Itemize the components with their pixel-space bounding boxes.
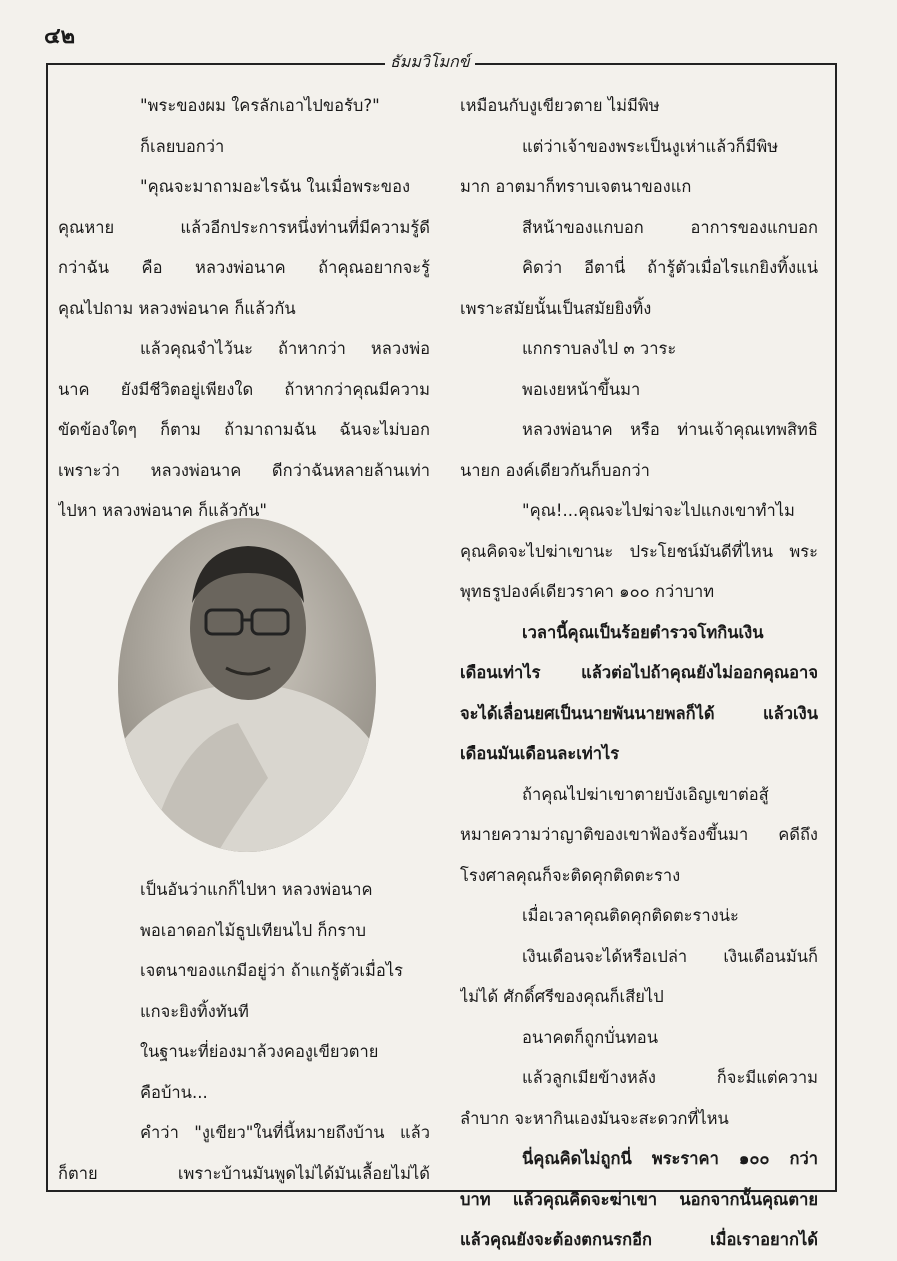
text-line: ก็เลยบอกว่า xyxy=(140,136,225,156)
text-line: เหมือนกับงูเขียวตาย ไม่มีพิษ xyxy=(460,96,660,115)
text-line: คือบ้าน... xyxy=(140,1082,208,1102)
text-line: แต่ว่าเจ้าของพระเป็นงูเห่าแล้วก็มีพิษ xyxy=(522,136,779,156)
text-line: สีหน้าของแกบอก อาการของแกบอก xyxy=(522,217,818,237)
text-line: นี่คุณคิดไม่ถูกนี่ พระราคา ๑๐๐ กว่า xyxy=(522,1149,818,1168)
text-line: มาก อาตมาก็ทราบเจตนาของแก xyxy=(460,177,692,196)
text-line: ไม่ได้ ศักดิ์ศรีของคุณก็เสียไป xyxy=(460,987,664,1006)
text-line: โรงศาลคุณก็จะติดคุกติดตะราง xyxy=(460,865,681,885)
text-line: ถ้าคุณไปฆ่าเขาตายบังเอิญเขาต่อสู้ xyxy=(522,784,769,804)
text-line: "คุณจะมาถามอะไรฉัน ในเมื่อพระของ xyxy=(140,177,411,196)
text-line: เป็นอันว่าแกก็ไปหา หลวงพ่อนาค xyxy=(140,880,373,899)
text-line: อนาคตก็ถูกบั่นทอน xyxy=(522,1027,658,1047)
text-line: ขัดข้องใดๆ ก็ตาม ถ้ามาถามฉัน ฉันจะไม่บอก xyxy=(58,420,430,439)
text-line: เดือนเท่าไร แล้วต่อไปถ้าคุณยังไม่ออกคุณอาจ xyxy=(460,663,818,682)
text-line: หมายความว่าญาติของเขาฟ้องร้องขึ้นมา คดีถึง xyxy=(460,825,818,844)
text-line: เมื่อเวลาคุณติดคุกติดตะรางน่ะ xyxy=(522,906,739,925)
page-number: ๔๒ xyxy=(44,24,76,49)
text-line: ในฐานะที่ย่องมาล้วงคองูเขียวตาย xyxy=(140,1042,379,1061)
text-line: คำว่า "งูเขียว"ในที่นี้หมายถึงบ้าน แล้ว xyxy=(140,1123,430,1142)
text-line: หลวงพ่อนาค หรือ ท่านเจ้าคุณเทพสิทธิ xyxy=(522,420,818,439)
monk-portrait-photo xyxy=(118,518,376,852)
right-column xyxy=(460,86,818,1261)
text-line: แล้วคุณยังจะต้องตกนรกอีก เมื่อเราอยากได้ xyxy=(460,1230,818,1249)
text-line: แกกราบลงไป ๓ วาระ xyxy=(522,339,677,358)
running-head: ธัมมวิโมกข์ xyxy=(385,50,475,75)
text-line: เพราะว่า หลวงพ่อนาค ดีกว่าฉันหลายล้านเท่า xyxy=(58,460,430,480)
text-line: เดือนมันเดือนละเท่าไร xyxy=(460,744,620,763)
text-line: เงินเดือนจะได้หรือเปล่า เงินเดือนมันก็ xyxy=(522,946,818,966)
text-line: จะได้เลื่อนยศเป็นนายพันนายพลก็ได้ แล้วเงิน xyxy=(460,703,818,723)
text-line: บาท แล้วคุณคิดจะฆ่าเขา นอกจากนั้นคุณตาย xyxy=(460,1189,818,1209)
portrait-illustration xyxy=(118,518,376,852)
text-line: นาค ยังมีชีวิตอยู่เพียงใด ถ้าหากว่าคุณมีความ xyxy=(58,379,430,399)
text-line: เพราะสมัยนั้นเป็นสมัยยิงทิ้ง xyxy=(460,298,652,318)
text-line: คุณหาย แล้วอีกประการหนึ่งท่านที่มีความรู้ดี xyxy=(58,217,430,237)
text-line: คุณไปถาม หลวงพ่อนาค ก็แล้วกัน xyxy=(58,298,296,318)
text-line: แล้วคุณจำไว้นะ ถ้าหากว่า หลวงพ่อ xyxy=(140,339,430,358)
text-line: พอเงยหน้าขึ้นมา xyxy=(522,379,641,399)
text-line: กว่าฉัน คือ หลวงพ่อนาค ถ้าคุณอยากจะรู้ xyxy=(58,258,430,277)
text-line: คุณคิดจะไปฆ่าเขานะ ประโยชน์มันดีที่ไหน พระ xyxy=(460,541,818,561)
text-line: ลำบาก จะหากินเองมันจะสะดวกที่ไหน xyxy=(460,1108,729,1128)
text-line: พุทธรูปองค์เดียวราคา ๑๐๐ กว่าบาท xyxy=(460,582,715,601)
text-line: "คุณ!...คุณจะไปฆ่าจะไปแกงเขาทำไม xyxy=(522,501,795,520)
text-line: "พระของผม ใครลักเอาไปขอรับ?" xyxy=(140,96,380,115)
text-line: เจตนาของแกมีอยู่ว่า ถ้าแกรู้ตัวเมื่อไร xyxy=(140,961,403,980)
left-lower-column xyxy=(58,870,430,1194)
text-line: นายก องค์เดียวกันก็บอกว่า xyxy=(460,460,650,480)
text-line: แล้วลูกเมียข้างหลัง ก็จะมีแต่ความ xyxy=(522,1068,818,1087)
text-line: พอเอาดอกไม้ธูปเทียนไป ก็กราบ xyxy=(140,920,366,940)
text-line: แกจะยิงทิ้งทันที xyxy=(140,1001,249,1021)
text-line: คิดว่า อีตานี่ ถ้ารู้ตัวเมื่อไรแกยิงทิ้งแน่ xyxy=(522,258,818,277)
left-column xyxy=(58,86,430,532)
text-line: ก็ตาย เพราะบ้านมันพูดไม่ได้มันเลื้อยไม่ได้ xyxy=(58,1163,430,1183)
text-line: ไปหา หลวงพ่อนาค ก็แล้วกัน" xyxy=(58,501,267,520)
text-line: เวลานี้คุณเป็นร้อยตำรวจโทกินเงิน xyxy=(522,622,764,642)
